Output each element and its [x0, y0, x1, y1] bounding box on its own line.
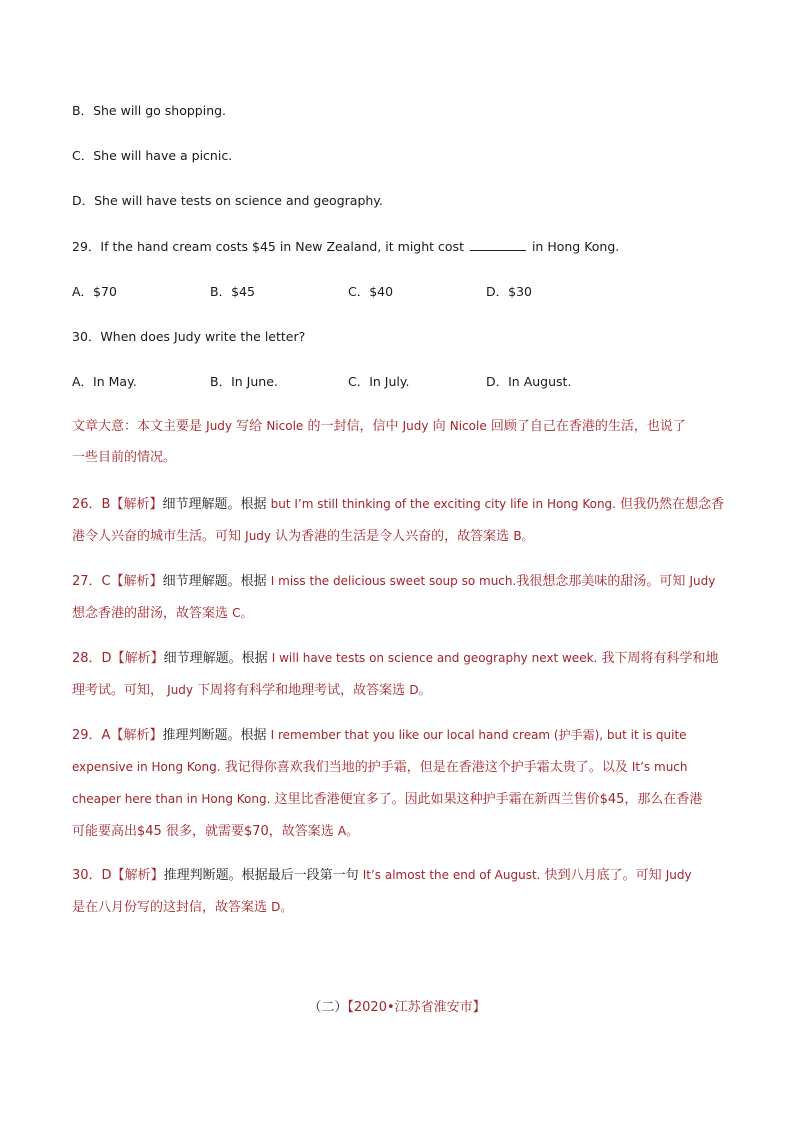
answer-number: 27．C: [72, 574, 111, 589]
answer-28: [72, 642, 722, 706]
q28-option-c: C．She will have a picnic.: [72, 148, 233, 163]
answer-choice: C。: [232, 606, 253, 620]
answer-27: [72, 565, 722, 629]
answer-choice: D。: [271, 900, 293, 914]
analysis-tag: 【解析】: [110, 497, 163, 512]
analysis-tag: 【解析】: [111, 868, 164, 883]
answer-number: 29．A: [72, 728, 111, 743]
section-number: （二）: [308, 1000, 348, 1015]
q30-stem: 30．When does Judy write the letter?: [72, 329, 306, 344]
quoted-sentence: but I’m still thinking of the exciting city life in Hong Kong.: [270, 497, 616, 511]
answer-text: 细节理解题。根据: [162, 497, 267, 512]
analysis-tag: 【解析】: [111, 651, 164, 666]
answer-choice: D。: [409, 683, 431, 697]
answer-text: 下周将有科学和地理考试，故答案选: [197, 683, 406, 698]
q29-stem-after: in Hong Kong.: [531, 239, 620, 254]
translation-text: 快到八月底了。可知: [544, 868, 662, 883]
quoted-sentence: It’s almost the end of August.: [362, 868, 541, 882]
summary-name: Judy: [206, 419, 233, 433]
q30-option-d: D．In August.: [486, 374, 572, 389]
q28-option-b: B．She will go shopping.: [72, 103, 227, 118]
quoted-sentence: I remember that you like our local hand cream (护手霜), but it is quite: [270, 728, 687, 742]
answer-29: [72, 719, 722, 847]
summary-text: 回顾了自己在香港的生活，也说了: [490, 419, 686, 434]
answer-text: 港令人兴奋的城市生活。可知: [72, 529, 242, 544]
analysis-tag: 【解析】: [110, 728, 163, 743]
answer-name: Judy: [665, 868, 692, 882]
article-summary: [72, 410, 722, 474]
q29-stem: [72, 238, 722, 255]
q29-option-a: A．$70: [72, 284, 117, 299]
answer-number: 30．D: [72, 868, 112, 883]
translation-text: 我很想念那美味的甜汤。可知: [516, 574, 686, 589]
answer-30: [72, 859, 722, 923]
translation-text: 我下周将有科学和地: [601, 651, 719, 666]
answer-text: 想念香港的甜汤，故答案选: [72, 606, 229, 621]
analysis-tag: 【解析】: [110, 574, 163, 589]
quoted-sentence: It’s much: [631, 760, 688, 774]
answer-text: 可能要高出$45 很多，就需要$70，故答案选: [72, 824, 334, 839]
quoted-sentence: I miss the delicious sweet soup so much.: [270, 574, 517, 588]
translation-text: 但我仍然在想念香: [620, 497, 725, 512]
answer-name: Judy: [689, 574, 716, 588]
answer-choice: B。: [513, 529, 534, 543]
q29-option-b: B．$45: [210, 284, 255, 299]
answer-text: 推理判断题。根据: [162, 728, 267, 743]
translation-text: 我记得你喜欢我们当地的护手霜，但是在香港这个护手霜太贵了。以及: [224, 760, 628, 775]
q29-option-c: C．$40: [348, 284, 394, 299]
answer-name: Judy: [167, 683, 194, 697]
answer-text: 细节理解题。根据: [162, 574, 267, 589]
answer-blank: [470, 238, 526, 251]
summary-text: 写给: [236, 419, 263, 434]
answer-name: Judy: [245, 529, 272, 543]
answer-26: [72, 488, 725, 552]
q29-option-d: D．$30: [486, 284, 532, 299]
summary-name: Judy: [402, 419, 429, 433]
q30-option-b: B．In June.: [210, 374, 278, 389]
section-source: 【2020•江苏省淮安市】: [347, 1000, 486, 1015]
answer-choice: A。: [337, 824, 359, 838]
quoted-sentence: I will have tests on science and geography next week.: [271, 651, 598, 665]
summary-text: 文章大意：本文主要是: [72, 419, 203, 434]
quoted-sentence: expensive in Hong Kong.: [72, 760, 221, 774]
q29-stem-before: 29．If the hand cream costs $45 in New Zealand, it might cost: [72, 239, 464, 254]
summary-text: 向: [432, 419, 446, 434]
summary-name: Nicole: [266, 419, 304, 433]
answer-number: 28．D: [72, 651, 112, 666]
quoted-sentence: cheaper here than in Hong Kong.: [72, 792, 271, 806]
section-heading: [0, 996, 794, 1015]
answer-text: 细节理解题。根据: [163, 651, 268, 666]
answer-number: 26．B: [72, 497, 111, 512]
summary-line-2: 一些目前的情况。: [72, 450, 177, 465]
q30-option-c: C．In July.: [348, 374, 410, 389]
answer-text: 认为香港的生活是令人兴奋的，故答案选: [275, 529, 510, 544]
translation-text: 这里比香港便宜多了。因此如果这种护手霜在新西兰售价$45，那么在香港: [274, 792, 703, 807]
q30-option-a: A．In May.: [72, 374, 137, 389]
answer-text: 推理判断题。根据最后一段第一句: [163, 868, 359, 883]
q28-option-d: D．She will have tests on science and geography.: [72, 193, 383, 208]
summary-name: Nicole: [449, 419, 487, 433]
answer-text: 是在八月份写的这封信，故答案选: [72, 900, 268, 915]
summary-text: 的一封信，信中: [307, 419, 399, 434]
answer-text: 理考试。可知，: [72, 683, 164, 698]
